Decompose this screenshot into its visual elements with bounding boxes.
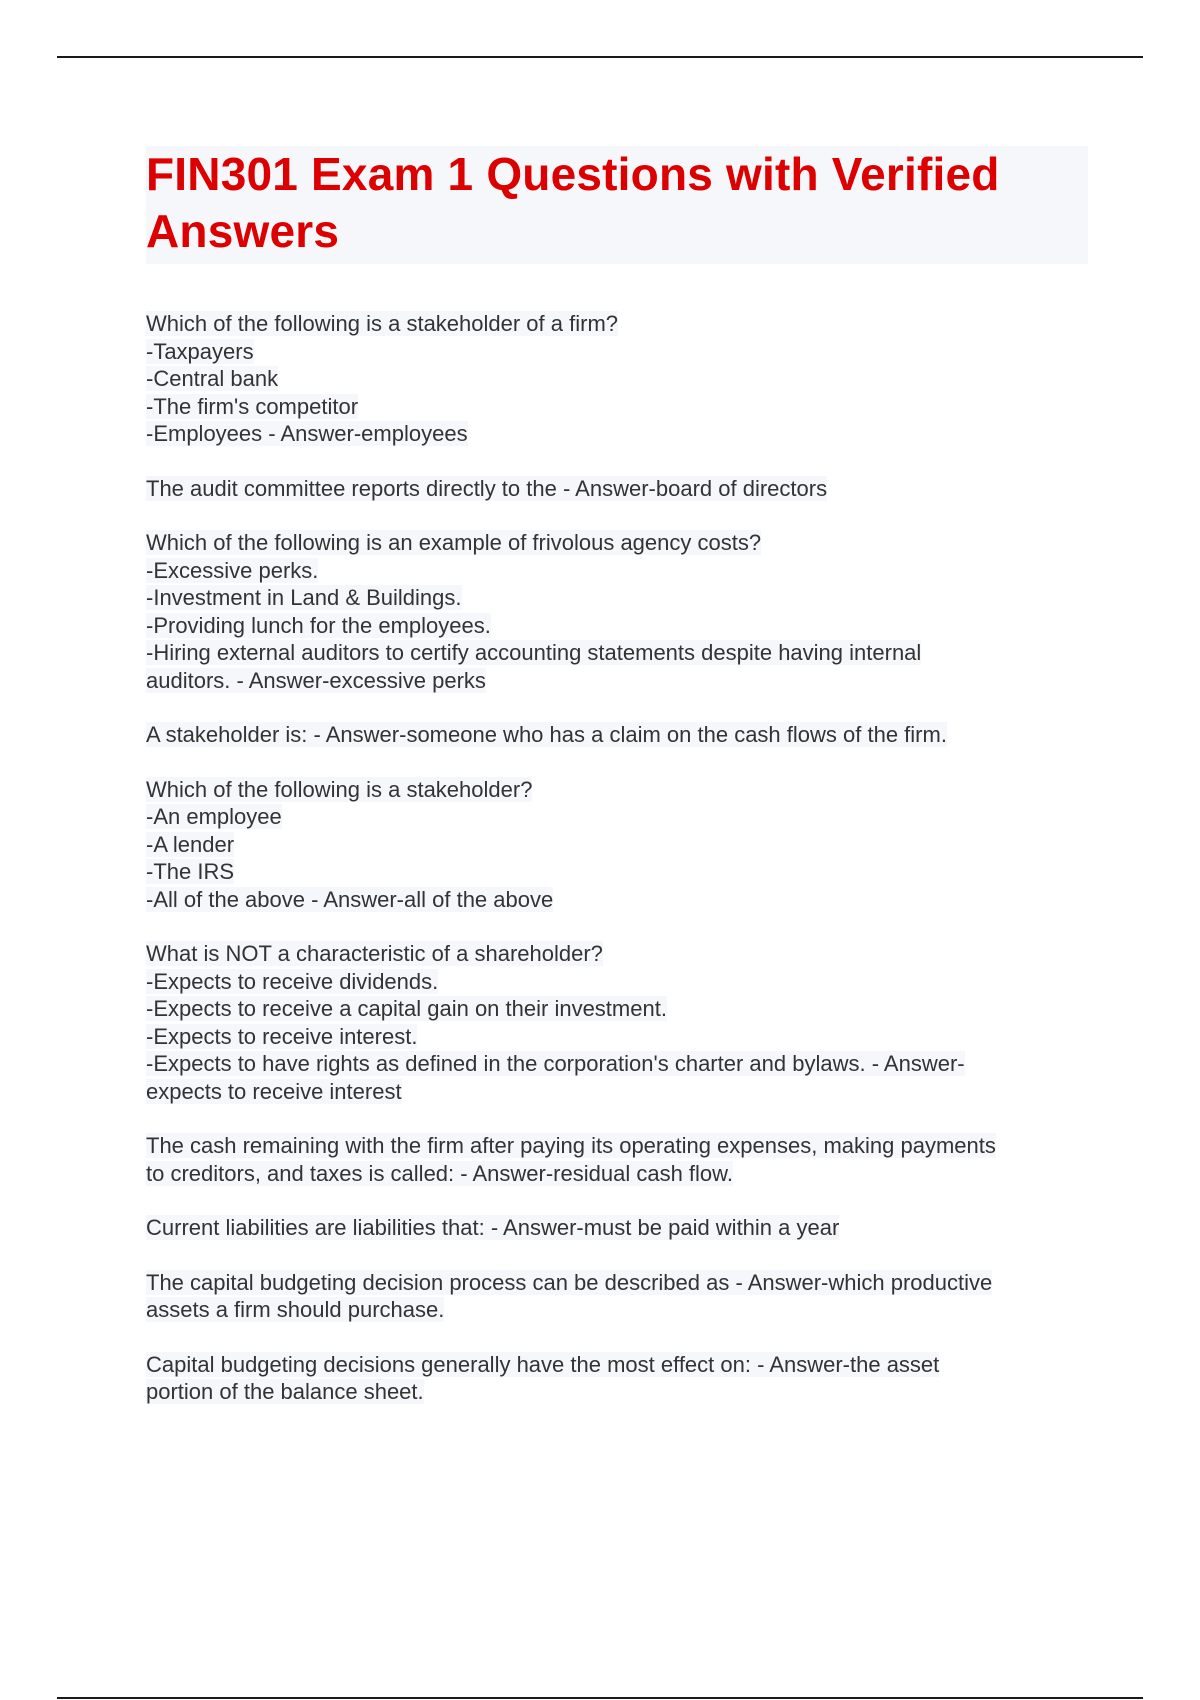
qa-line-text: -An employee	[146, 804, 282, 829]
qa-line-text: -All of the above - Answer-all of the above	[146, 886, 554, 912]
qa-line	[146, 584, 1088, 612]
qa-list	[146, 310, 1088, 1406]
qa-line	[146, 529, 1088, 557]
qa-line-text: -Central bank	[146, 366, 279, 391]
qa-line	[146, 310, 1088, 338]
qa-line	[146, 612, 1088, 640]
qa-line-text: Which of the following is a stakeholder?	[146, 776, 533, 802]
qa-line-text: -Providing lunch for the employees.	[146, 612, 491, 638]
qa-line-text: Which of the following is an example of frivolous agency costs?	[146, 530, 762, 555]
qa-line	[146, 831, 1088, 859]
bottom-rule	[57, 1697, 1143, 1699]
qa-line	[146, 557, 1088, 585]
qa-line-text: -Expects to receive a capital gain on their investment.	[146, 996, 667, 1021]
top-rule	[57, 56, 1143, 58]
qa-line-text: -Investment in Land & Buildings.	[146, 585, 462, 610]
qa-item	[146, 310, 1088, 448]
qa-item	[146, 1132, 1088, 1187]
qa-line	[146, 721, 1088, 749]
qa-line	[146, 1296, 1088, 1324]
qa-line-text: -Expects to receive interest.	[146, 1023, 418, 1049]
qa-item	[146, 1351, 1088, 1406]
qa-line	[146, 968, 1088, 996]
qa-line	[146, 420, 1088, 448]
qa-line	[146, 886, 1088, 914]
qa-line	[146, 393, 1088, 421]
qa-line-text: portion of the balance sheet.	[146, 1379, 424, 1404]
qa-line-text: -The IRS	[146, 859, 235, 884]
qa-item	[146, 776, 1088, 914]
qa-line-text: The capital budgeting decision process can be described as - Answer-which productive	[146, 1269, 993, 1295]
qa-line	[146, 1050, 1088, 1078]
qa-item	[146, 529, 1088, 694]
qa-line-text: -The firm's competitor	[146, 393, 359, 419]
qa-line	[146, 1023, 1088, 1051]
qa-item	[146, 721, 1088, 749]
qa-line	[146, 1132, 1088, 1160]
qa-line-text: assets a firm should purchase.	[146, 1297, 445, 1322]
qa-line-text: -Expects to receive dividends.	[146, 968, 439, 994]
qa-line-text: A stakeholder is: - Answer-someone who has a claim on the cash flows of the firm.	[146, 722, 947, 747]
qa-line	[146, 667, 1088, 695]
qa-line-text: The cash remaining with the firm after paying its operating expenses, making payments	[146, 1133, 996, 1158]
qa-line	[146, 475, 1088, 503]
qa-item	[146, 1269, 1088, 1324]
qa-line	[146, 639, 1088, 667]
qa-line	[146, 995, 1088, 1023]
qa-line	[146, 1378, 1088, 1406]
qa-line-text: auditors. - Answer-excessive perks	[146, 667, 486, 693]
title-block	[146, 146, 1088, 264]
qa-item	[146, 1214, 1088, 1242]
qa-line-text: expects to receive interest	[146, 1078, 402, 1104]
qa-line-text: -Taxpayers	[146, 338, 254, 364]
qa-line-text: to creditors, and taxes is called: - Answer-residual cash flow.	[146, 1160, 733, 1186]
qa-line-text: -Hiring external auditors to certify accounting statements despite having internal	[146, 640, 922, 665]
qa-line	[146, 365, 1088, 393]
document-title: FIN301 Exam 1 Questions with Verified Answers	[146, 148, 1000, 257]
qa-line	[146, 338, 1088, 366]
qa-line-text: Which of the following is a stakeholder of a firm?	[146, 311, 619, 336]
qa-line	[146, 1214, 1088, 1242]
qa-line-text: The audit committee reports directly to the - Answer-board of directors	[146, 475, 828, 501]
qa-line-text: -A lender	[146, 831, 235, 857]
qa-line	[146, 1269, 1088, 1297]
qa-line	[146, 1078, 1088, 1106]
qa-line	[146, 803, 1088, 831]
qa-line	[146, 1351, 1088, 1379]
document-body	[146, 146, 1088, 1433]
qa-line-text: Current liabilities are liabilities that: - Answer-must be paid within a year	[146, 1215, 840, 1240]
qa-line	[146, 776, 1088, 804]
qa-item	[146, 475, 1088, 503]
qa-line-text: -Excessive perks.	[146, 557, 319, 583]
qa-item	[146, 940, 1088, 1105]
qa-line	[146, 858, 1088, 886]
qa-line-text: -Expects to have rights as defined in the corporation's charter and bylaws. - Answer-	[146, 1051, 965, 1076]
qa-line	[146, 1160, 1088, 1188]
qa-line-text: Capital budgeting decisions generally have the most effect on: - Answer-the asset	[146, 1351, 940, 1377]
qa-line-text: What is NOT a characteristic of a shareholder?	[146, 941, 603, 966]
qa-line	[146, 940, 1088, 968]
qa-line-text: -Employees - Answer-employees	[146, 421, 468, 446]
